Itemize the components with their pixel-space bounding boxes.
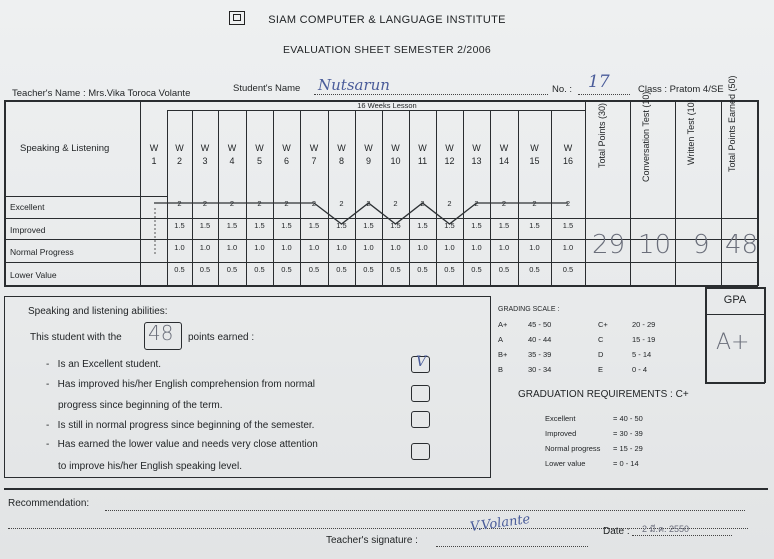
- week-header-16: W 16: [562, 143, 573, 166]
- grid-cell[interactable]: 1.0: [444, 243, 455, 252]
- grid-cell[interactable]: 0.5: [417, 265, 428, 274]
- week-header-2: W 2: [175, 143, 184, 166]
- written-test-header: Written Test (10): [686, 99, 696, 165]
- grid-cell[interactable]: 1.0: [199, 243, 211, 252]
- grid-cell[interactable]: 2: [311, 199, 317, 208]
- recommendation-line-1[interactable]: [105, 510, 745, 511]
- week-header-12: W 12: [444, 143, 455, 166]
- grid-cell[interactable]: 1.5: [417, 221, 428, 230]
- grade-row: C+ 20 - 29: [598, 320, 656, 329]
- grid-cell[interactable]: 1.5: [226, 221, 238, 230]
- grid-cell[interactable]: 1.5: [174, 221, 185, 230]
- grid-cell[interactable]: 2: [177, 199, 182, 208]
- gpa-value: A+: [716, 330, 750, 355]
- grid-cell[interactable]: 2: [474, 199, 479, 208]
- grid-cell[interactable]: 0.5: [562, 265, 574, 274]
- section-label: Speaking & Listening: [20, 143, 110, 154]
- grid-cell[interactable]: 2: [447, 199, 452, 208]
- week-header-8: W 8: [337, 143, 346, 166]
- points-box-value: 48: [148, 321, 174, 345]
- grade-row: C 15 - 19: [598, 335, 656, 344]
- recommendation-line-2[interactable]: [8, 528, 748, 529]
- conversation-test-value: 10: [638, 230, 672, 260]
- grid-cell[interactable]: 2: [339, 199, 344, 208]
- class-label: Class : Pratom 4/SE: [638, 84, 724, 95]
- grid-cell[interactable]: 1.5: [363, 221, 374, 230]
- number-value: 17: [588, 72, 610, 92]
- grade-row: A+ 45 - 50: [498, 320, 552, 329]
- recommendation-label: Recommendation:: [8, 498, 90, 509]
- grid-cell[interactable]: 1.0: [226, 243, 238, 252]
- week-header-9: W 9: [364, 143, 373, 166]
- requirement-row: Excellent = 40 - 50: [545, 414, 643, 423]
- grid-cell[interactable]: 1.5: [562, 221, 574, 230]
- institute-title: SIAM COMPUTER & LANGUAGE INSTITUTE: [268, 14, 506, 26]
- requirement-row: Lower value = 0 - 14: [545, 459, 639, 468]
- row-label-improved: Improved: [10, 225, 46, 235]
- grid-cell[interactable]: 0.5: [444, 265, 455, 274]
- signature-label: Teacher's signature :: [326, 535, 418, 546]
- grid-cell[interactable]: 2: [257, 199, 262, 208]
- conversation-test-header: Conversation Test (10): [641, 91, 651, 182]
- grid-cell[interactable]: 2: [202, 199, 208, 208]
- number-label: No. :: [552, 84, 573, 95]
- checkbox-improved[interactable]: [411, 385, 430, 402]
- checkbox-lower[interactable]: [411, 443, 430, 460]
- grid-cell[interactable]: 0.5: [471, 265, 482, 274]
- earned-points-header: Total Points Earned (50): [727, 75, 737, 172]
- grade-row: A 40 - 44: [498, 335, 552, 344]
- requirement-row: Improved = 30 - 39: [545, 429, 643, 438]
- grid-cell[interactable]: 2: [420, 199, 425, 208]
- grid-cell[interactable]: 0.5: [199, 265, 211, 274]
- total-points-value: 29: [592, 230, 626, 260]
- statement-1: - Is an Excellent student.: [46, 359, 162, 370]
- week-header-4: W 4: [227, 143, 237, 166]
- grade-row: D 5 - 14: [598, 350, 652, 359]
- grid-cell[interactable]: 1.0: [498, 243, 510, 252]
- grid-cell[interactable]: 1.5: [444, 221, 455, 230]
- statement-4: - Has earned the lower value and needs very close attention: [46, 439, 318, 450]
- grid-cell[interactable]: 1.0: [471, 243, 482, 252]
- grid-cell[interactable]: 2: [565, 199, 571, 208]
- grid-cell[interactable]: 1.5: [336, 221, 347, 230]
- week-header-3: W 3: [200, 143, 210, 166]
- grid-cell[interactable]: 1.0: [254, 243, 265, 252]
- abilities-intro-after: points earned :: [188, 332, 255, 343]
- week-header-15: W 15: [529, 143, 540, 166]
- grade-row: B+ 35 - 39: [498, 350, 552, 359]
- grid-cell[interactable]: 0.5: [254, 265, 265, 274]
- grid-cell[interactable]: 1.0: [174, 243, 185, 252]
- earned-points-value: 48: [725, 230, 759, 260]
- grid-cell[interactable]: 0.5: [174, 265, 185, 274]
- grade-row: E 0 - 4: [598, 365, 648, 374]
- grid-cell[interactable]: 1.5: [199, 221, 211, 230]
- grid-cell[interactable]: 1.0: [336, 243, 347, 252]
- grid-cell[interactable]: 1.5: [254, 221, 265, 230]
- statement-2-cont: progress since beginning of the term.: [58, 400, 223, 411]
- grid-cell[interactable]: 0.5: [390, 265, 401, 274]
- date-value: 2 มี.ค. 2550: [642, 524, 689, 534]
- abilities-heading: Speaking and listening abilities:: [28, 306, 168, 317]
- week-header-14: W 14: [498, 143, 509, 166]
- grid-cell[interactable]: 1.0: [281, 243, 292, 252]
- grid-cell[interactable]: 1.0: [562, 243, 574, 252]
- grid-cell[interactable]: 0.5: [226, 265, 238, 274]
- grid-cell[interactable]: 0.5: [308, 265, 320, 274]
- grid-cell[interactable]: 1.0: [529, 243, 540, 252]
- grid-cell[interactable]: 2: [393, 199, 398, 208]
- teacher-signature: V.Volante: [469, 511, 532, 536]
- grid-cell[interactable]: 0.5: [363, 265, 374, 274]
- grid-cell[interactable]: 0.5: [336, 265, 347, 274]
- grid-cell[interactable]: 2: [501, 199, 507, 208]
- total-points-header: Total Points (30): [597, 102, 607, 168]
- week-header-1: W 1: [149, 143, 159, 166]
- grade-row: B 30 - 34: [498, 365, 552, 374]
- grid-cell[interactable]: 0.5: [498, 265, 510, 274]
- grid-cell[interactable]: 1.0: [363, 243, 374, 252]
- grid-cell[interactable]: 2: [366, 199, 371, 208]
- grid-cell[interactable]: 1.0: [308, 243, 320, 252]
- week-header-7: W 7: [309, 143, 319, 166]
- statement-2: - Has improved his/her English comprehension from normal: [46, 379, 316, 390]
- student-name-value: Nutsarun: [318, 76, 390, 94]
- requirement-row: Normal progress = 15 - 29: [545, 444, 643, 453]
- grid-cell[interactable]: 1.5: [390, 221, 401, 230]
- grid-cell[interactable]: 1.5: [529, 221, 540, 230]
- teacher-name: Teacher's Name : Mrs.Vika Toroca Volante: [12, 88, 191, 99]
- grid-cell[interactable]: 1.5: [281, 221, 292, 230]
- grid-cell[interactable]: 2: [532, 199, 537, 208]
- grid-cell[interactable]: 0.5: [529, 265, 540, 274]
- grid-cell[interactable]: 2: [229, 199, 235, 208]
- grid-cell[interactable]: 0.5: [281, 265, 292, 274]
- week-header-5: W 5: [255, 143, 264, 166]
- week-header-11: W 11: [417, 143, 428, 166]
- week-header-13: W 13: [471, 143, 482, 166]
- grid-cell[interactable]: 1.5: [308, 221, 320, 230]
- sheet-title: EVALUATION SHEET SEMESTER 2/2006: [282, 44, 491, 56]
- grid-cell[interactable]: 1.5: [471, 221, 482, 230]
- row-label-lower: Lower Value: [10, 270, 57, 280]
- signature-line: [436, 546, 588, 547]
- student-name-label: Student's Name: [233, 83, 301, 94]
- checkbox-normal[interactable]: [411, 411, 430, 428]
- row-label-excellent: Excellent: [10, 202, 45, 212]
- weeks-title: 16 Weeks Lesson: [357, 101, 417, 110]
- grid-cell[interactable]: 1.0: [417, 243, 428, 252]
- week-header-6: W 6: [282, 143, 291, 166]
- grading-scale-title: GRADING SCALE :: [498, 306, 560, 313]
- statement-4-cont: to improve his/her English speaking level.: [58, 461, 242, 472]
- checkbox-excellent[interactable]: V: [411, 356, 430, 373]
- abilities-intro: This student with the: [30, 332, 122, 343]
- graduation-title: GRADUATION REQUIREMENTS : C+: [518, 389, 689, 400]
- grid-cell[interactable]: 1.0: [390, 243, 401, 252]
- date-label: Date :: [603, 526, 630, 537]
- grid-cell[interactable]: 1.5: [498, 221, 510, 230]
- gpa-label: GPA: [723, 294, 747, 306]
- week-header-10: W 10: [390, 143, 401, 166]
- grid-cell[interactable]: 2: [284, 199, 289, 208]
- written-test-value: 9: [693, 230, 710, 260]
- statement-3: - Is still in normal progress since beginning of the semester.: [46, 420, 315, 431]
- row-label-normal: Normal Progress: [10, 247, 74, 257]
